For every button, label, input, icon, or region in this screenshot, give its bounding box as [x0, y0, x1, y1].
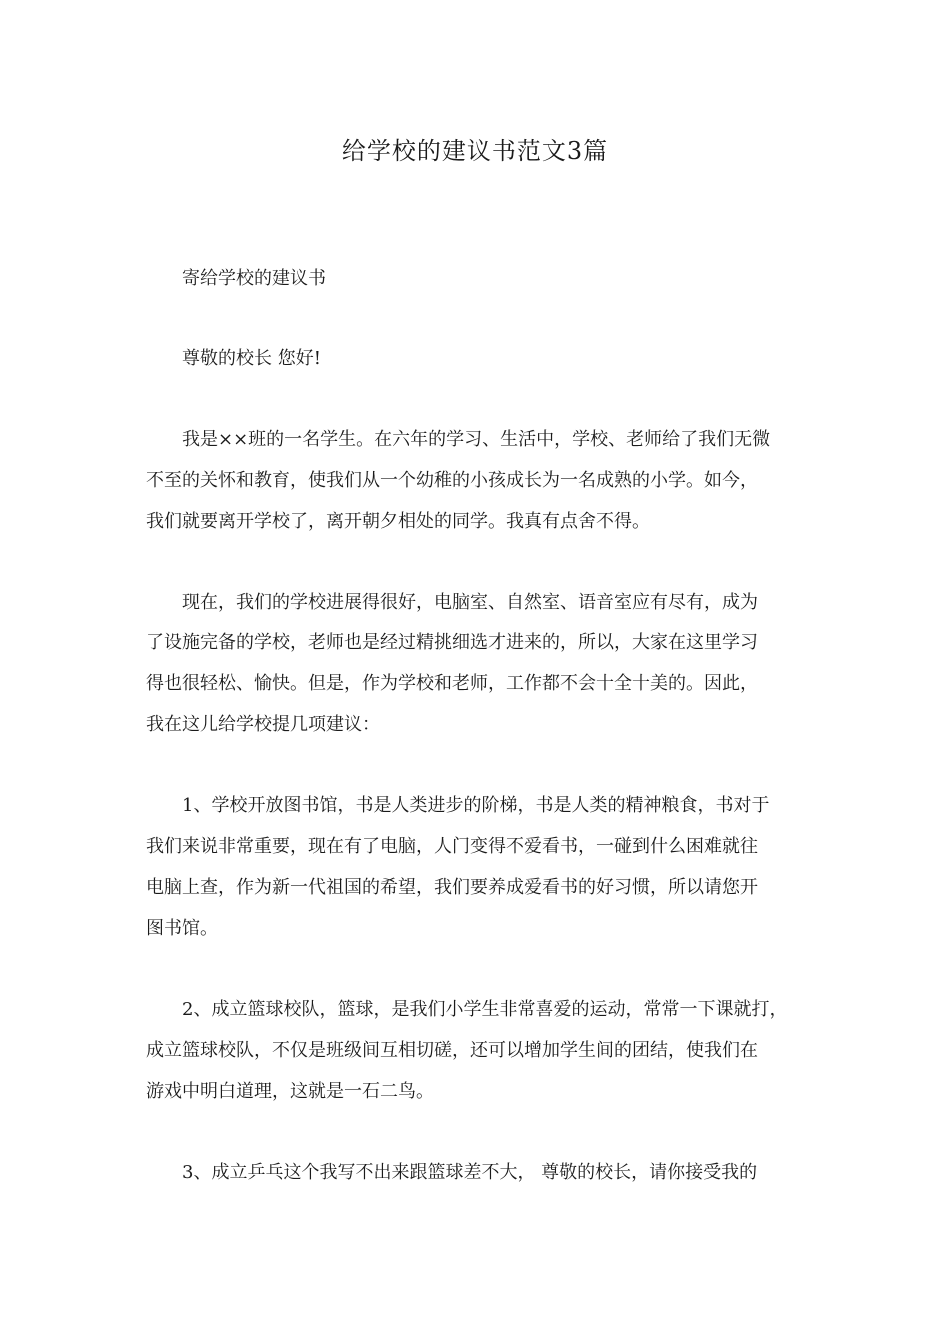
- paragraph-line: 3、成立乒乓这个我写不出来跟篮球差不大， 尊敬的校长，请你接受我的: [182, 1162, 758, 1183]
- paragraph-line: 1、学校开放图书馆，书是人类进步的阶梯，书是人类的精神粮食，书对于: [182, 795, 770, 816]
- paragraph-line: 我们就要离开学校了，离开朝夕相处的同学。我真有点舍不得。: [146, 511, 650, 532]
- paragraph-line: 现在，我们的学校进展得很好，电脑室、自然室、语音室应有尽有，成为: [182, 592, 758, 613]
- letter-heading: 寄给学校的建议书: [182, 268, 326, 289]
- letter-greeting: 尊敬的校长 您好!: [182, 348, 321, 369]
- paragraph-line: 2、成立篮球校队，篮球，是我们小学生非常喜爱的运动，常常一下课就打，: [182, 999, 788, 1020]
- document-title: 给学校的建议书范文3篇: [341, 137, 609, 165]
- paragraph-line: 我们来说非常重要，现在有了电脑，人门变得不爱看书，一碰到什么困难就往: [146, 836, 758, 857]
- paragraph-line: 图书馆。: [146, 918, 218, 939]
- paragraph-line: 我在这儿给学校提几项建议：: [146, 714, 380, 735]
- paragraph-line: 得也很轻松、愉快。但是，作为学校和老师，工作都不会十全十美的。因此，: [146, 673, 758, 694]
- paragraph-line: 不至的关怀和教育，使我们从一个幼稚的小孩成长为一名成熟的小学。如今，: [146, 470, 758, 491]
- paragraph-line: 我是××班的一名学生。在六年的学习、生活中，学校、老师给了我们无微: [182, 429, 771, 450]
- paragraph-line: 成立篮球校队，不仅是班级间互相切磋，还可以增加学生间的团结，使我们在: [146, 1040, 758, 1061]
- paragraph-line: 电脑上查，作为新一代祖国的希望，我们要养成爱看书的好习惯，所以请您开: [146, 877, 758, 898]
- paragraph-line: 了设施完备的学校，老师也是经过精挑细选才进来的，所以，大家在这里学习: [146, 632, 758, 653]
- paragraph-line: 游戏中明白道理，这就是一石二鸟。: [146, 1081, 434, 1102]
